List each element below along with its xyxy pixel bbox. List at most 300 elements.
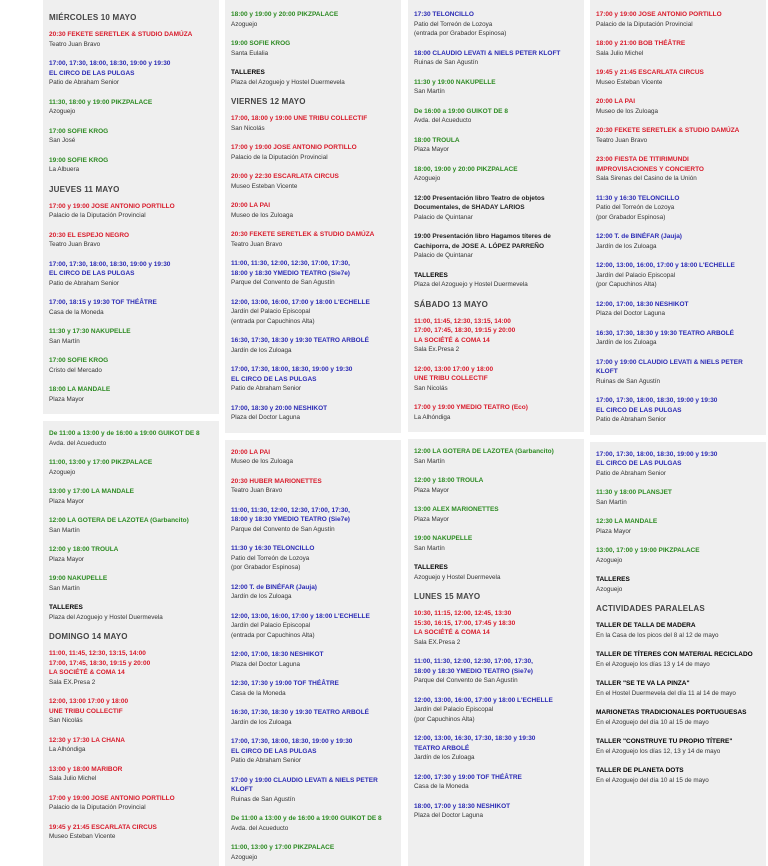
event-venue: Jardín del Palacio Episcopal (por Capuchinos Alta) bbox=[596, 271, 676, 288]
event-venue: San Martín bbox=[414, 88, 445, 95]
event-entry bbox=[49, 202, 215, 221]
event-entry bbox=[231, 650, 397, 669]
event-venue: Patio de Abraham Senior bbox=[231, 757, 302, 764]
event-entry bbox=[414, 317, 580, 355]
event-entry bbox=[49, 260, 215, 289]
event-entry bbox=[414, 734, 580, 763]
event-entry bbox=[414, 107, 580, 126]
event-title: 12:00, 13:00 17:00 y 18:00 UNE TRIBU COLLECTIF bbox=[414, 365, 494, 382]
event-title: 19:00 NAKUPELLE bbox=[414, 535, 473, 542]
event-entry bbox=[414, 447, 580, 466]
event-venue: Plaza del Azoguejo y Hostel Duermevela bbox=[49, 613, 163, 621]
event-title: 12:00, 17:00, 18:30 NESHIKOT bbox=[596, 300, 689, 308]
event-title: 10:30, 11:15, 12:00, 12:45, 13:30 15:30, 16:15, 17:00, 17:45 y 18:30 LA SOCIÉTÉ & COMA 14 bbox=[414, 610, 516, 636]
event-entry bbox=[596, 97, 762, 116]
event-entry bbox=[49, 697, 215, 726]
event-venue: Plaza Mayor bbox=[414, 486, 449, 494]
event-title: 12:00 Presentación libro Teatro de objetos Documentales, de SHADAY LARIOS bbox=[414, 194, 545, 211]
event-venue: Azoguejo bbox=[49, 108, 76, 115]
event-title: 20:00 LA PAI bbox=[231, 202, 271, 209]
event-title: 17:00 y 19:00 CLAUDIO LEVATI & NIELS PETER KLOFT bbox=[231, 776, 378, 793]
event-venue: Patio de Abraham Senior bbox=[49, 79, 120, 86]
event-entry bbox=[231, 68, 397, 87]
event-entry bbox=[596, 358, 762, 387]
event-entry bbox=[49, 574, 215, 593]
event-venue: Jardín de los Zuloaga bbox=[414, 754, 475, 761]
event-entry bbox=[414, 505, 580, 524]
event-title: 17:00 y 19:00 JOSE ANTONIO PORTILLO bbox=[49, 794, 175, 802]
event-venue: Palacio de la Diputación Provincial bbox=[49, 212, 146, 219]
event-venue: Sala Julio Michel bbox=[49, 775, 97, 782]
event-venue: Plaza Mayor bbox=[49, 497, 84, 505]
event-title: 12:00, 13:00, 16:00, 17:00 y 18:00 L'ECHELLE bbox=[414, 696, 553, 704]
event-title: TALLERES bbox=[231, 69, 265, 76]
event-entry bbox=[49, 516, 215, 535]
event-title: 17:00, 17:30, 18:00, 18:30, 19:00 y 19:30 EL CIRCO DE LAS PULGAS bbox=[596, 397, 718, 414]
event-entry bbox=[231, 448, 397, 467]
event-title: TALLERES bbox=[414, 271, 448, 279]
event-entry bbox=[596, 39, 762, 58]
event-title: 11:00, 13:00 y 17:00 PIKZPALACE bbox=[231, 844, 335, 851]
event-entry bbox=[596, 194, 762, 223]
event-title: 12:00, 13:00, 16:30, 17:30, 18:30 y 19:30 TEATRO ARBOLÉ bbox=[414, 735, 536, 752]
event-entry bbox=[49, 98, 215, 117]
event-entry bbox=[231, 298, 397, 327]
event-title: 11:00, 11:30, 12:00, 12:30, 17:00, 17:30, 18:00 y 18:30 YMEDIO TEATRO (Sie7e) bbox=[231, 506, 350, 523]
event-title: TALLER DE TÍTERES CON MATERIAL RECICLADO bbox=[596, 651, 753, 658]
event-entry bbox=[596, 155, 762, 184]
event-venue: Palacio de Quintanar bbox=[414, 252, 473, 259]
event-entry bbox=[231, 114, 397, 133]
event-title: 11:30 y 16:30 TELONCILLO bbox=[231, 545, 315, 552]
event-entry bbox=[414, 657, 580, 686]
event-entry bbox=[414, 609, 580, 647]
event-venue: Sala EX.Presa 2 bbox=[49, 678, 96, 686]
event-title: TALLER "SE TE VA LA PINZA" bbox=[596, 680, 690, 687]
event-venue: Sala Sirenas del Casino de la Unión bbox=[596, 175, 697, 182]
event-venue: Casa de la Moneda bbox=[414, 783, 469, 790]
event-venue: Casa de la Moneda bbox=[49, 308, 104, 316]
event-entry bbox=[414, 271, 580, 290]
event-entry bbox=[49, 127, 215, 146]
event-venue: Parque del Convento de San Agustín bbox=[414, 677, 518, 684]
event-title: 12:30, 17:30 y 19:00 TOF THÉÂTRE bbox=[231, 680, 339, 687]
event-entry bbox=[414, 773, 580, 792]
event-venue: Jardín del Palacio Episcopal (entrada por Capuchinos Alta) bbox=[231, 308, 315, 325]
event-entry bbox=[414, 365, 580, 394]
event-title: 17:00 SOFIE KROG bbox=[49, 357, 109, 364]
event-title: 17:00, 17:30, 18:00, 18:30, 19:00 y 19:30 EL CIRCO DE LAS PULGAS bbox=[231, 366, 353, 383]
event-title: 17:00 y 19:00 JOSE ANTONIO PORTILLO bbox=[596, 11, 722, 18]
event-venue: San Martín bbox=[414, 457, 445, 465]
event-venue: Azoguejo bbox=[49, 468, 76, 476]
event-entry bbox=[596, 261, 762, 290]
event-entry bbox=[231, 544, 397, 573]
event-venue: Jardín del Palacio Episcopal (entrada por Capuchinos Alta) bbox=[231, 622, 315, 639]
event-venue: Palacio de la Diputación Provincial bbox=[231, 153, 328, 161]
event-title: 13:00 y 18:00 MARIBOR bbox=[49, 765, 123, 773]
event-title: 18:00, 19:00 y 20:00 PIKZPALACE bbox=[414, 165, 518, 173]
event-title: 17:00 y 19:00 YMEDIO TEATRO (Eco) bbox=[414, 404, 528, 411]
event-title: 11:30 y 16:30 TELONCILLO bbox=[596, 194, 680, 202]
event-entry bbox=[596, 329, 762, 348]
event-entry bbox=[596, 126, 762, 145]
event-title: 20:30 EL ESPEJO NEGRO bbox=[49, 231, 130, 239]
event-venue: Plaza Mayor bbox=[414, 515, 449, 523]
event-entry bbox=[414, 476, 580, 495]
programme-column-4 bbox=[590, 0, 766, 866]
event-title: 11:30, 18:00 y 19:00 PIKZPALACE bbox=[49, 98, 153, 106]
day-heading: VIERNES 12 MAYO bbox=[231, 97, 306, 106]
event-title: 20:00 LA PAI bbox=[231, 448, 271, 456]
event-title: 20:30 FEKETE SERETLEK & STUDIO DAMÚZA bbox=[231, 231, 375, 238]
event-venue: Plaza Mayor bbox=[596, 527, 631, 535]
event-entry bbox=[596, 575, 762, 594]
event-venue: Patio de Abraham Senior bbox=[231, 385, 302, 392]
event-venue: Plaza del Azoguejo y Hostel Duermevela bbox=[231, 78, 345, 86]
programme-column-2 bbox=[225, 0, 401, 866]
event-title: 16:30, 17:30, 18:30 y 19:30 TEATRO ARBOLÉ bbox=[596, 329, 735, 337]
event-venue: Azoguejo bbox=[596, 585, 623, 593]
event-title: 11:00, 11:45, 12:30, 13:15, 14:00 17:00, 17:45, 18:30, 19:15 y 20:00 LA SOCIÉTÉ & COMA 14 bbox=[414, 317, 516, 344]
event-entry bbox=[414, 802, 580, 821]
event-title: De 11:00 a 13:00 y de 16:00 a 19:00 GUIKOT DE 8 bbox=[49, 430, 200, 437]
event-title: 17:00, 18:30 y 20:00 NESHIKOT bbox=[231, 404, 328, 412]
event-title: 11:00, 11:30, 12:00, 12:30, 17:00, 17:30, 18:00 y 18:30 YMEDIO TEATRO (Sie7e) bbox=[231, 260, 350, 277]
page-divider bbox=[225, 433, 401, 440]
event-venue: Patio de Abraham Senior bbox=[49, 279, 120, 287]
event-venue: Plaza Mayor bbox=[49, 555, 84, 563]
event-title: TALLERES bbox=[49, 604, 83, 611]
event-title: 17:00 SOFIE KROG bbox=[49, 127, 109, 135]
event-title: 19:00 Presentación libro Hagamos títeres de Cachiporra, de JOSE A. LÓPEZ PARREÑO bbox=[414, 233, 551, 250]
event-venue: Azoguejo y Hostel Duermevela bbox=[414, 573, 501, 581]
event-venue: Plaza del Doctor Laguna bbox=[414, 812, 483, 819]
event-title: 17:30 TELONCILLO bbox=[414, 11, 474, 18]
event-title: 12:00, 13:00, 16:00, 17:00 y 18:00 L'ECHELLE bbox=[231, 298, 370, 306]
event-entry bbox=[596, 546, 762, 565]
event-venue: Santa Eulalia bbox=[231, 49, 269, 57]
day-heading: MIÉRCOLES 10 MAYO bbox=[49, 13, 137, 22]
event-venue: Jardín de los Zuloaga bbox=[596, 242, 657, 250]
event-venue: Plaza del Doctor Laguna bbox=[231, 414, 300, 421]
event-title: TALLER DE PLANETA DOTS bbox=[596, 767, 684, 774]
event-title: 20:30 FEKETE SERETLEK & STUDIO DAMÚZA bbox=[49, 31, 193, 38]
event-venue: Casa de la Moneda bbox=[231, 689, 286, 697]
event-venue: Azoguejo bbox=[231, 853, 258, 861]
event-title: 12:00 LA GOTERA DE LAZOTEA (Garbancito) bbox=[414, 448, 554, 455]
event-title: 19:00 NAKUPELLE bbox=[49, 575, 108, 582]
day-heading: DOMINGO 14 MAYO bbox=[49, 632, 128, 641]
event-title: 23:00 FIESTA DE TITIRIMUNDI IMPROVISACIONES Y CONCIERTO bbox=[596, 156, 704, 173]
event-venue: Parque del Convento de San Agustín bbox=[231, 279, 335, 286]
event-venue: Teatro Juan Bravo bbox=[49, 40, 101, 48]
event-venue: Patio de Abraham Senior bbox=[596, 469, 667, 477]
event-title: De 11:00 a 13:00 y de 16:00 a 19:00 GUIKOT DE 8 bbox=[231, 815, 382, 822]
event-entry bbox=[231, 612, 397, 641]
event-title: 12:00, 13:00, 16:00, 17:00 y 18:00 L'ECHELLE bbox=[596, 262, 735, 269]
event-title: 18:00 LA MANDALE bbox=[49, 386, 111, 393]
event-venue: Azoguejo bbox=[231, 20, 258, 28]
event-venue: En el Azoguejo del día 10 al 15 de mayo bbox=[596, 718, 709, 726]
event-entry bbox=[231, 708, 397, 727]
event-venue: Plaza Mayor bbox=[414, 146, 449, 153]
event-venue: En el Azoguejo los días 12, 13 y 14 de mayo bbox=[596, 747, 721, 755]
event-title: 12:00 T. de BINÉFAR (Jauja) bbox=[596, 233, 682, 240]
event-entry bbox=[49, 823, 215, 842]
event-title: 18:00 y 21:00 BOB THÉÂTRE bbox=[596, 40, 686, 47]
event-entry bbox=[414, 10, 580, 39]
event-venue: Museo de los Zuloaga bbox=[231, 211, 293, 219]
event-venue: Azoguejo bbox=[596, 556, 623, 564]
event-venue: Avda. del Acueducto bbox=[231, 824, 289, 832]
event-title: 17:00 y 19:00 CLAUDIO LEVATI & NIELS PETER KLOFT bbox=[596, 358, 743, 375]
event-venue: San Martín bbox=[49, 526, 80, 534]
event-venue: Palacio de Quintanar bbox=[414, 213, 473, 221]
event-venue: Patio del Torreón de Lozoya (por Grabador Espinosa) bbox=[231, 554, 310, 571]
event-entry bbox=[596, 621, 762, 640]
day-heading: JUEVES 11 MAYO bbox=[49, 184, 120, 194]
event-title: 17:00, 17:30, 18:00, 18:30, 19:00 y 19:30 EL CIRCO DE LAS PULGAS bbox=[231, 738, 353, 755]
event-entry bbox=[596, 488, 762, 507]
event-title: 12:30 y 17:30 LA CHANA bbox=[49, 736, 125, 744]
event-entry bbox=[49, 59, 215, 88]
event-title: 17:00 y 19:00 JOSE ANTONIO PORTILLO bbox=[231, 144, 357, 151]
event-entry bbox=[596, 10, 762, 29]
event-title: 17:00, 17:30, 18:00, 18:30, 19:00 y 19:30 EL CIRCO DE LAS PULGAS bbox=[49, 260, 171, 277]
event-title: 11:30 y 17:30 NAKUPELLE bbox=[49, 328, 131, 335]
event-title: De 16:00 a 19:00 GUIKOT DE 8 bbox=[414, 107, 508, 115]
event-entry bbox=[414, 165, 580, 184]
event-title: 12:00, 13:00, 16:00, 17:00 y 18:00 L'ECHELLE bbox=[231, 612, 370, 620]
event-venue: En el Hostel Duermevela del día 11 al 14 de mayo bbox=[596, 689, 736, 697]
event-title: 12:30 LA MANDALE bbox=[596, 518, 658, 525]
event-venue: Ruinas de San Agustín bbox=[596, 377, 661, 385]
event-venue: Jardín de los Zuloaga bbox=[596, 339, 657, 346]
event-venue: San Nicolás bbox=[414, 384, 448, 392]
event-entry bbox=[231, 843, 397, 862]
event-venue: Azoguejo bbox=[414, 175, 441, 182]
event-title: 12:00, 17:30 y 19:00 TOF THÉÂTRE bbox=[414, 773, 522, 781]
event-venue: San Martín bbox=[596, 498, 627, 506]
event-venue: Avda. del Acueducto bbox=[49, 439, 107, 447]
event-entry bbox=[596, 68, 762, 87]
event-title: 17:00, 18:15 y 19:30 TOF THÉÂTRE bbox=[49, 299, 157, 306]
event-venue: Palacio de la Diputación Provincial bbox=[596, 20, 693, 28]
event-venue: Parque del Convento de San Agustín bbox=[231, 525, 335, 533]
event-venue: Jardín de los Zuloaga bbox=[231, 593, 292, 600]
event-title: TALLER DE TALLA DE MADERA bbox=[596, 622, 696, 629]
event-entry bbox=[231, 39, 397, 58]
event-venue: Ruinas de San Agustín bbox=[231, 795, 296, 803]
event-entry bbox=[231, 230, 397, 249]
event-entry bbox=[231, 404, 397, 423]
event-title: 17:00, 17:30, 18:00, 18:30, 19:00 y 19:30 EL CIRCO DE LAS PULGAS bbox=[596, 450, 718, 467]
event-title: MARIONETAS TRADICIONALES PORTUGUESAS bbox=[596, 709, 747, 716]
day-heading: ACTIVIDADES PARALELAS bbox=[596, 604, 705, 613]
event-venue: Plaza del Doctor Laguna bbox=[231, 660, 300, 668]
event-title: 13:00 ALEX MARIONETTES bbox=[414, 506, 499, 513]
event-title: 20:30 FEKETE SERETLEK & STUDIO DAMÚZA bbox=[596, 127, 740, 134]
event-entry bbox=[49, 429, 215, 448]
event-venue: Patio de Abraham Senior bbox=[596, 416, 667, 423]
event-entry bbox=[414, 232, 580, 261]
event-venue: En el Azoguejo del día 10 al 15 de mayo bbox=[596, 776, 709, 784]
event-entry bbox=[49, 30, 215, 49]
event-venue: Museo Esteban Vicente bbox=[231, 182, 298, 190]
event-venue: En el Azoguejo los días 13 y 14 de mayo bbox=[596, 660, 710, 668]
event-title: 20:00 LA PAI bbox=[596, 98, 636, 105]
event-entry bbox=[49, 231, 215, 250]
event-title: 13:00, 17:00 y 19:00 PIKZPALACE bbox=[596, 547, 700, 554]
event-title: 11:00, 11:30, 12:00, 12:30, 17:00, 17:30, 18:00 y 18:30 YMEDIO TEATRO (Sie7e) bbox=[414, 658, 533, 675]
event-entry bbox=[414, 696, 580, 725]
event-title: 16:30, 17:30, 18:30 y 19:30 TEATRO ARBOLÉ bbox=[231, 337, 370, 344]
event-entry bbox=[49, 327, 215, 346]
event-venue: Plaza del Doctor Laguna bbox=[596, 310, 665, 317]
event-entry bbox=[49, 545, 215, 564]
page-divider bbox=[590, 435, 766, 442]
event-title: 19:45 y 21:45 ESCARLATA CIRCUS bbox=[49, 823, 157, 831]
event-venue: Teatro Juan Bravo bbox=[49, 241, 101, 248]
event-entry bbox=[49, 156, 215, 175]
event-entry bbox=[414, 534, 580, 553]
event-entry bbox=[231, 814, 397, 833]
event-venue: San Martín bbox=[414, 544, 445, 552]
event-entry bbox=[49, 765, 215, 784]
event-venue: Ruinas de San Agustín bbox=[414, 59, 479, 66]
event-title: 12:00, 17:00, 18:30 NESHIKOT bbox=[231, 651, 324, 658]
event-title: 11:00, 11:45, 12:30, 13:15, 14:00 17:00, 17:45, 18:30, 19:15 y 20:00 LA SOCIÉTÉ & COMA 14 bbox=[49, 650, 151, 676]
event-title: 16:30, 17:30, 18:30 y 19:30 TEATRO ARBOLÉ bbox=[231, 709, 370, 716]
event-entry bbox=[49, 487, 215, 506]
event-title: 18:00 TROULA bbox=[414, 136, 460, 144]
event-entry bbox=[49, 385, 215, 404]
event-venue: Teatro Juan Bravo bbox=[231, 240, 283, 248]
event-entry bbox=[596, 450, 762, 479]
event-entry bbox=[49, 603, 215, 622]
event-entry bbox=[49, 298, 215, 317]
event-venue: Museo de los Zuloaga bbox=[596, 107, 658, 115]
event-title: TALLER "CONSTRUYE TU PROPIO TÍTERE" bbox=[596, 738, 733, 745]
event-venue: Plaza Mayor bbox=[49, 395, 84, 403]
event-title: TALLERES bbox=[414, 564, 448, 571]
event-venue: La Alhóndiga bbox=[49, 746, 86, 753]
event-entry bbox=[231, 776, 397, 805]
event-venue: San Nicolás bbox=[49, 717, 83, 724]
event-venue: Plaza del Azoguejo y Hostel Duermevela bbox=[414, 281, 528, 288]
event-title: 20:00 y 22:30 ESCARLATA CIRCUS bbox=[231, 173, 339, 180]
event-venue: San José bbox=[49, 137, 76, 144]
event-entry bbox=[231, 10, 397, 29]
event-title: 11:30 y 18:00 PLANSJET bbox=[596, 489, 672, 496]
event-venue: Sala Julio Michel bbox=[596, 49, 644, 57]
event-title: 19:00 SOFIE KROG bbox=[49, 156, 109, 164]
event-title: 17:00, 17:30, 18:00, 18:30, 19:00 y 19:30 EL CIRCO DE LAS PULGAS bbox=[49, 60, 171, 77]
event-entry bbox=[596, 766, 762, 785]
event-venue: Palacio de la Diputación Provincial bbox=[49, 804, 146, 811]
event-title: 11:30 y 19:00 NAKUPELLE bbox=[414, 78, 496, 86]
event-venue: San Martín bbox=[49, 337, 80, 345]
event-entry bbox=[596, 650, 762, 669]
event-title: 11:00, 13:00 y 17:00 PIKZPALACE bbox=[49, 459, 153, 466]
event-title: 12:00 LA GOTERA DE LAZOTEA (Garbancito) bbox=[49, 517, 189, 524]
event-entry bbox=[596, 232, 762, 251]
event-title: 17:00, 18:00 y 19:00 UNE TRIBU COLLECTIF bbox=[231, 115, 368, 122]
event-entry bbox=[49, 356, 215, 375]
event-title: 19:00 SOFIE KROG bbox=[231, 40, 291, 47]
event-entry bbox=[49, 458, 215, 477]
event-venue: Jardín del Palacio Episcopal (por Capuchinos Alta) bbox=[414, 706, 494, 723]
event-venue: Museo de los Zuloaga bbox=[231, 458, 293, 465]
event-venue: Patio del Torreón de Lozoya (por Grabador Espinosa) bbox=[596, 204, 675, 221]
page-divider bbox=[43, 414, 219, 421]
day-heading: SÁBADO 13 MAYO bbox=[414, 299, 489, 309]
event-title: 12:00, 13:00 17:00 y 18:00 UNE TRIBU COLLECTIF bbox=[49, 698, 129, 715]
page-divider bbox=[408, 432, 584, 439]
event-entry bbox=[231, 679, 397, 698]
event-entry bbox=[231, 259, 397, 288]
event-venue: Patio del Torreón de Lozoya (entrada por Grabador Espinosa) bbox=[414, 20, 507, 37]
event-title: 12:00 T. de BINÉFAR (Jauja) bbox=[231, 583, 317, 591]
event-entry bbox=[414, 136, 580, 155]
event-entry bbox=[231, 172, 397, 191]
event-title: 13:00 y 17:00 LA MANDALE bbox=[49, 488, 135, 495]
programme-column-1 bbox=[43, 0, 219, 866]
event-title: 12:00 y 18:00 TROULA bbox=[414, 477, 484, 484]
event-entry bbox=[231, 506, 397, 535]
event-entry bbox=[49, 794, 215, 813]
event-entry bbox=[49, 736, 215, 755]
event-entry bbox=[596, 517, 762, 536]
event-entry bbox=[231, 737, 397, 766]
event-entry bbox=[414, 194, 580, 223]
event-entry bbox=[414, 403, 580, 422]
event-title: TALLERES bbox=[596, 576, 630, 583]
event-venue: La Alhóndiga bbox=[414, 413, 451, 421]
event-venue: Teatro Juan Bravo bbox=[596, 136, 648, 144]
event-venue: San Nicolás bbox=[231, 124, 265, 132]
event-title: 17:00 y 19:00 JOSE ANTONIO PORTILLO bbox=[49, 202, 175, 210]
event-entry bbox=[414, 49, 580, 68]
event-venue: Avda. del Acueducto bbox=[414, 117, 472, 124]
event-entry bbox=[596, 396, 762, 425]
event-title: 19:45 y 21:45 ESCARLATA CIRCUS bbox=[596, 69, 704, 76]
event-venue: Jardín de los Zuloaga bbox=[231, 718, 292, 726]
day-heading: LUNES 15 MAYO bbox=[414, 592, 481, 601]
event-entry bbox=[231, 365, 397, 394]
programme-column-3 bbox=[408, 0, 584, 866]
event-entry bbox=[231, 201, 397, 220]
event-venue: Sala Ex.Presa 2 bbox=[414, 346, 460, 353]
event-entry bbox=[596, 737, 762, 756]
event-title: 18:00 y 19:00 y 20:00 PIKZPALACE bbox=[231, 11, 339, 18]
event-venue: Cristo del Mercado bbox=[49, 366, 102, 374]
event-venue: La Albuera bbox=[49, 166, 80, 173]
event-entry bbox=[231, 336, 397, 355]
event-venue: Museo Esteban Vicente bbox=[596, 78, 663, 86]
event-entry bbox=[231, 477, 397, 496]
event-entry bbox=[596, 679, 762, 698]
event-entry bbox=[414, 78, 580, 97]
event-title: 20:30 HUBER MARIONETTES bbox=[231, 477, 322, 485]
event-venue: Museo Esteban Vicente bbox=[49, 833, 116, 840]
event-venue: En la Casa de los picos del 8 al 12 de mayo bbox=[596, 631, 719, 639]
event-title: 18:00, 17:00 y 18:30 NESHIKOT bbox=[414, 802, 511, 810]
event-entry bbox=[596, 708, 762, 727]
event-title: 18:00 CLAUDIO LEVATI & NIELS PETER KLOFT bbox=[414, 49, 561, 57]
event-venue: Jardín de los Zuloaga bbox=[231, 346, 292, 354]
